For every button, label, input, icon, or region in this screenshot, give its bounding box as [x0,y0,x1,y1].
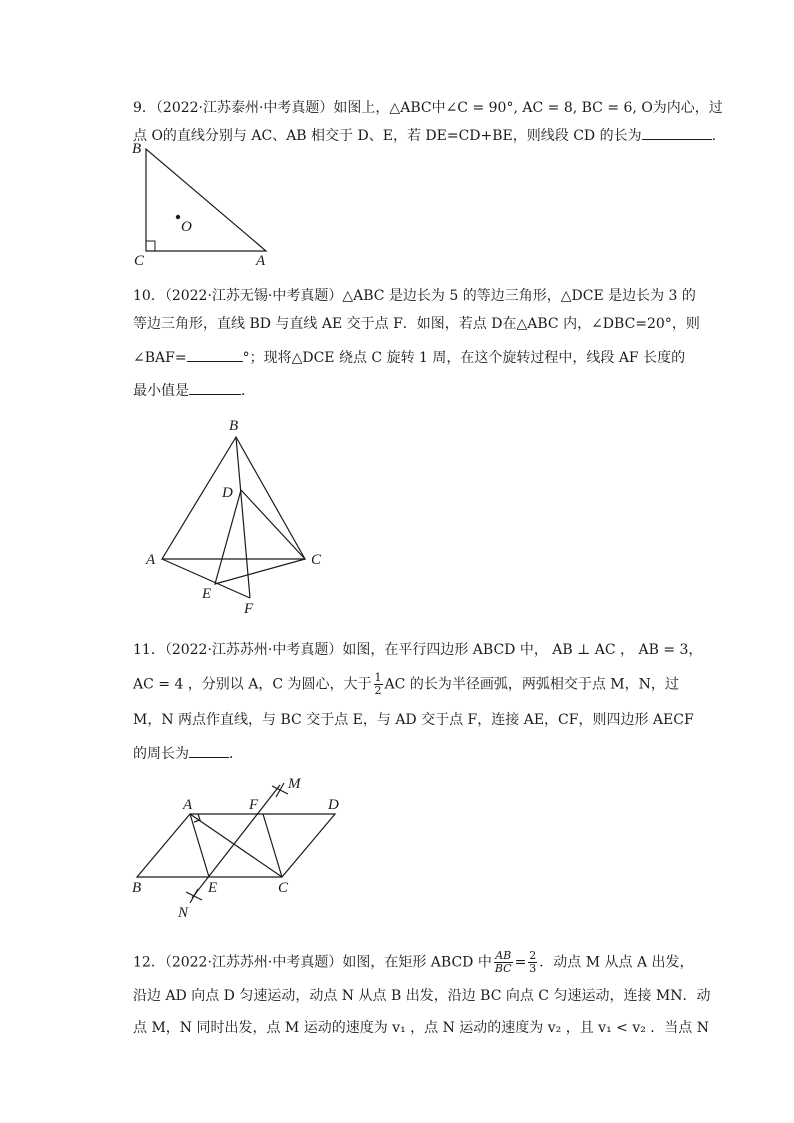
q12-fraction-2-3 [528,950,537,975]
q10-line-4a: 最小值是 [133,383,189,399]
q11-label-e: E [208,880,218,896]
q9-label-c: C [134,253,145,269]
q11-label-d: D [328,797,339,813]
q10-label-a: A [146,552,156,568]
q12-line-3: 点 M，N 同时出发，点 M 运动的速度为 v₁ ，点 N 运动的速度为 v₂ ，且 v₁ < v₂ ．当点 N [133,1020,709,1036]
q11-label-a: A [183,797,193,813]
q12-line-1a: 12．（2022·江苏苏州·中考真题）如图，在矩形 ABCD 中 [133,954,492,971]
q11-line-cf [263,814,282,877]
q11-line-ae [190,814,209,877]
q9-line-1: 9．（2022·江苏泰州·中考真题）如图上，△ABC中∠C = 90°, AC = 8, BC = 6, O为内心，过 [133,100,723,116]
q11-line-3: M，N 两点作直线，与 BC 交于点 E，与 AD 交于点 F，连接 AE，CF，则四边形 AECF [133,712,694,728]
q10-label-b: B [229,418,239,434]
q11-line-mn [192,785,280,898]
q11-label-m: M [288,776,301,792]
q11-arc-n-2 [190,889,198,903]
q10-label-d: D [222,485,233,501]
q10-label-c: C [311,552,322,568]
q12-frac2-num: 2 [529,949,537,962]
q11-line-1: 11．（2022·江苏苏州·中考真题）如图，在平行四边形 ABCD 中， AB ⊥ AC ， AB = 3， [133,642,703,658]
q12-equals: = [514,954,527,971]
q9-line-2-text: 点 O的直线分别与 AC、AB 相交于 D、E，若 DE=CD+BE，则线段 CD 的长为 [133,128,642,144]
q9-line-2-end: . [711,128,717,144]
q10-label-e: E [202,586,212,602]
q10-line-1: 10．（2022·江苏无锡·中考真题）△ABC 是边长为 5 的等边三角形，△DCE 是边长为 3 的 [133,288,696,304]
q11-line-2b: AC 的长为半径画弧，两弧相交于点 M，N，过 [384,676,679,693]
q10-label-f: F [244,601,254,617]
q12-line-2: 沿边 AD 向点 D 匀速运动，动点 N 从点 B 出发，沿边 BC 向点 C 匀速运动，连接 MN．动 [133,988,711,1004]
q10-line-3b: °；现将△DCE 绕点 C 旋转 1 周，在这个旋转过程中，线段 AF 长度的 [242,350,686,366]
q11-line-2a: AC = 4 ，分别以 A，C 为圆心，大于 [133,676,372,693]
q12-line-1b: ．动点 M 从点 A 出发， [539,954,694,971]
q9-label-a: A [256,253,266,269]
q11-label-b: B [132,880,142,896]
q11-line-4b: ． [229,746,243,762]
q9-label-o: O [181,219,192,235]
q11-label-f: F [249,797,259,813]
q12-frac-num: AB [495,949,512,962]
q10-line-2: 等边三角形，直线 BD 与直线 AE 交于点 F．如图，若点 D在△ABC 内，∠DBC=20°，则 [133,316,700,332]
q12-frac2-den: 3 [529,962,537,975]
q11-frac-den: 2 [374,684,382,697]
q12-frac-den: BC [494,962,512,975]
q10-line-3a: ∠BAF= [133,350,187,366]
q11-label-c: C [278,880,289,896]
q11-frac-num: 1 [374,671,382,684]
q11-line-4a: 的周长为 [133,746,189,762]
q10-line-4b: ． [241,383,255,399]
q11-line-ac [190,814,282,877]
q11-label-n: N [178,905,189,921]
q12-line-1 [133,950,694,975]
q12-fraction-ab-bc [494,950,513,975]
q9-label-b: B [132,141,142,157]
